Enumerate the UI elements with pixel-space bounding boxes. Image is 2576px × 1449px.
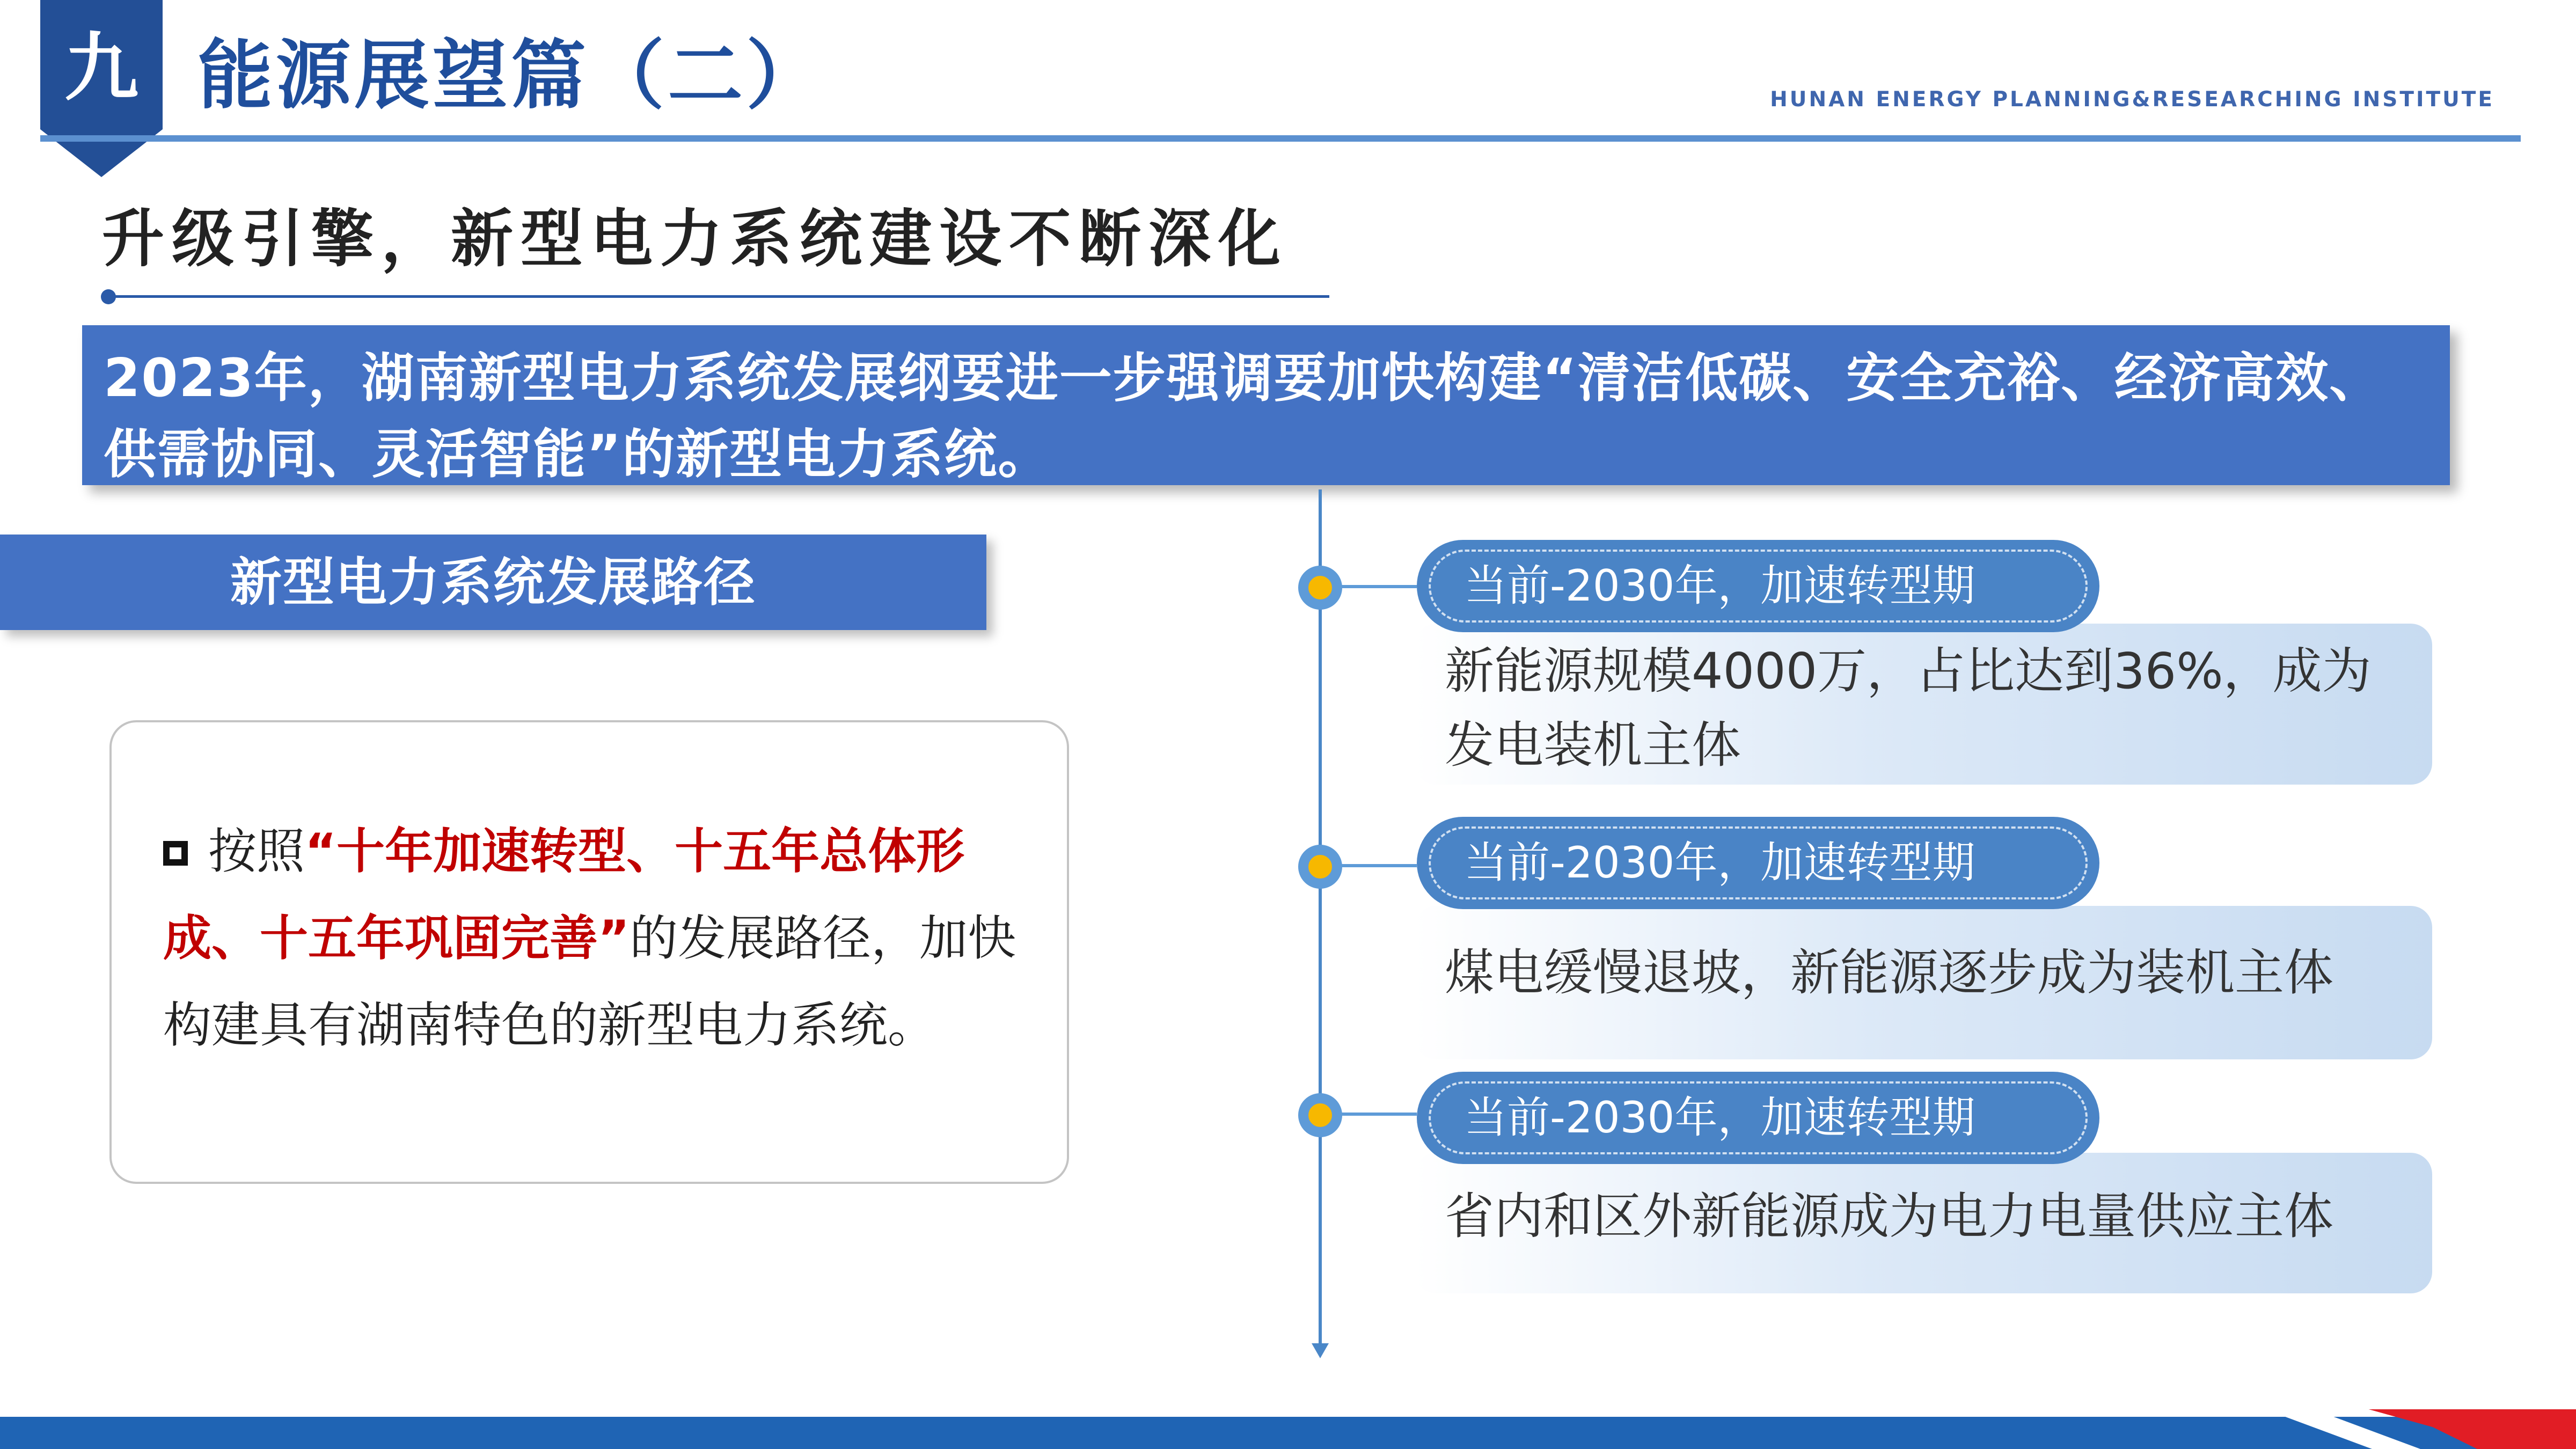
stage-pill [1417,817,2099,909]
institute-name: HUNAN ENERGY PLANNING&RESEARCHING INSTITUTE [1770,87,2494,112]
path-section-label [0,535,986,630]
footer-bar [0,1417,2576,1449]
timeline-dot [1298,845,1342,889]
path-text-suffix: 的发展路径，加快构建具有湖南特色的新型电力系统。 [163,910,1016,1053]
timeline-axis [1319,489,1322,1348]
stage-description: 新能源规模4000万，占比达到36%，成为发电装机主体 [1445,642,2372,774]
path-text-emphasis: “十年加速转型、十五年总体形成、十五年巩固完善” [163,823,965,967]
development-path-text [163,808,1043,1069]
timeline-arrow-icon [1312,1343,1329,1358]
path-text-prefix: 按照 [208,823,305,880]
timeline-dot [1298,566,1342,610]
stage-description-box [1415,1153,2432,1293]
timeline-dot [1298,1093,1342,1137]
stage-description: 煤电缓慢退坡，新能源逐步成为装机主体 [1445,944,2334,1001]
stage-description-box [1415,906,2432,1059]
stage-pill [1417,1072,2099,1164]
slide-headline: 升级引擎，新型电力系统建设不断深化 [102,203,1288,275]
stage-pill-label: 当前-2030年，加速转型期 [1464,838,1975,888]
headline-underline-dot [101,289,116,304]
path-section-label-text: 新型电力系统发展路径 [230,552,756,612]
headline-underline [110,295,1329,298]
stage-description-box [1415,624,2432,785]
intro-text: 2023年，湖南新型电力系统发展纲要进一步强调要加快构建“清洁低碳、安全充裕、经济高效、供需协同、灵活智能”的新型电力系统。 [104,348,2383,485]
stage-pill-label: 当前-2030年，加速转型期 [1464,561,1975,611]
development-path-card [109,720,1069,1184]
intro-banner [82,325,2450,485]
stage-pill-label: 当前-2030年，加速转型期 [1464,1093,1975,1143]
stage-pill [1417,540,2099,632]
chapter-number: 九 [64,25,138,111]
stage-description: 省内和区外新能源成为电力电量供应主体 [1445,1188,2334,1245]
header-divider [40,135,2521,142]
square-bullet-icon [163,841,188,866]
section-title: 能源展望篇（二） [197,32,825,120]
